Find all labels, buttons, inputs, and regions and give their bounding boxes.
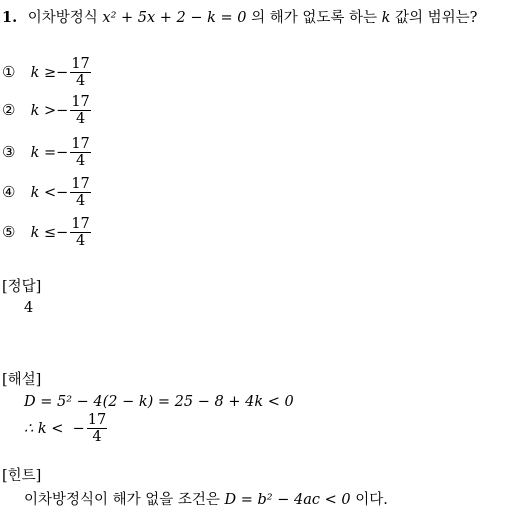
choice-lhs: k <box>30 64 40 81</box>
choice-op: ≤ <box>44 224 57 241</box>
choice-marker: ⑤ <box>2 222 16 241</box>
choice-2[interactable] <box>2 94 91 134</box>
solution-line-1: D = 5² − 4(2 − k) = 25 − 8 + 4k < 0 <box>24 394 294 410</box>
fraction-denominator: 4 <box>75 153 86 169</box>
solution-line-2-sign: − <box>72 420 85 437</box>
fraction-denominator: 4 <box>75 111 86 127</box>
choice-lhs: k <box>30 184 40 201</box>
fraction-denominator: 4 <box>75 73 86 89</box>
question-equation: x² + 5x + 2 − k = 0 <box>102 10 247 26</box>
fraction-denominator: 4 <box>92 429 102 445</box>
solution-line-2-prefix: ∴ k < <box>24 420 64 437</box>
fraction-numerator: 17 <box>71 216 90 232</box>
hint-formula: D = b² − 4ac < 0 <box>224 492 351 508</box>
question-ending: 값의 범위는? <box>395 10 478 26</box>
choice-op: ≥ <box>44 64 57 81</box>
fraction-numerator: 17 <box>71 56 90 72</box>
choice-lhs: k <box>30 144 40 161</box>
choice-lhs: k <box>30 102 40 119</box>
answer-label: [정답] <box>2 279 42 295</box>
hint-text <box>24 488 388 509</box>
choice-5[interactable] <box>2 216 91 256</box>
choice-3[interactable] <box>2 136 91 176</box>
question-number: 1. <box>2 9 18 26</box>
choice-lhs: k <box>30 224 40 241</box>
answer-value: 4 <box>24 300 34 316</box>
choice-sign: − <box>56 224 69 241</box>
solution-fraction <box>87 412 107 445</box>
choice-marker: ① <box>2 62 16 81</box>
choice-fraction <box>70 136 90 169</box>
question-prefix: 이차방정식 <box>27 10 98 26</box>
fraction-numerator: 17 <box>71 136 90 152</box>
choice-op: > <box>44 102 57 119</box>
fraction-numerator: 17 <box>71 176 90 192</box>
choice-fraction <box>70 56 90 89</box>
choice-fraction <box>70 216 90 249</box>
choice-fraction <box>70 94 90 127</box>
choice-sign: − <box>56 184 69 201</box>
choice-marker: ④ <box>2 182 16 201</box>
choice-sign: − <box>56 144 69 161</box>
hint-label: [힌트] <box>2 468 42 484</box>
hint-text-suffix: 이다. <box>355 492 388 508</box>
choice-marker: ② <box>2 100 16 119</box>
choice-4[interactable] <box>2 176 91 216</box>
question-title <box>2 6 477 27</box>
choice-op: < <box>44 184 57 201</box>
choice-op: = <box>44 144 57 161</box>
choice-fraction <box>70 176 90 209</box>
fraction-denominator: 4 <box>75 193 86 209</box>
question-var-k: k <box>381 10 391 26</box>
fraction-numerator: 17 <box>71 94 90 110</box>
choice-sign: − <box>56 102 69 119</box>
choice-sign: − <box>56 64 69 81</box>
question-suffix: 의 해가 없도록 하는 <box>251 10 378 26</box>
choice-marker: ③ <box>2 142 16 161</box>
solution-label: [해설] <box>2 372 42 388</box>
fraction-numerator: 17 <box>87 412 107 428</box>
choice-1[interactable] <box>2 56 91 96</box>
fraction-denominator: 4 <box>75 233 86 249</box>
hint-text-prefix: 이차방정식이 해가 없을 조건은 <box>24 492 220 508</box>
solution-line-2 <box>24 412 107 445</box>
